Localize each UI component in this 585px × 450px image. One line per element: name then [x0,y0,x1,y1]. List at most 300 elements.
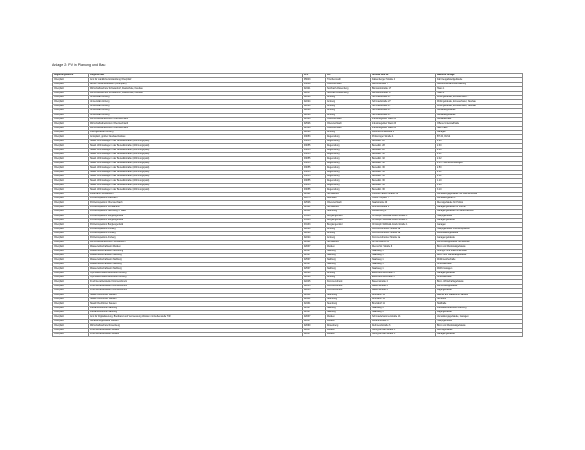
table-cell: Staatl. Wohnanlage in der Benedikstraße (Wohnungspakt) [89,188,303,192]
table-cell: 92421 [303,205,326,209]
table-cell: Büro und Werkstattgebäude [436,245,523,249]
table-cell: Wohngebäude, Erneuerbarer... [436,95,523,99]
table-cell: Verwaltungsbau 3 [436,196,523,200]
table-cell: Büro und Werkstattgebäude [436,324,523,328]
table-cell: Auerbach [326,196,371,200]
table-cell: Wirtschaftsdirektorium Oberviechtach [89,117,303,121]
table-cell: Sulzbach-Rosenberg [326,87,371,91]
table-cell: Amberg [326,227,371,231]
table-cell: Nabburg [326,306,371,310]
table-cell: Regensburg [326,170,371,174]
table-cell: 92637 [303,245,326,249]
table-cell: Obere Torplatz 7 [371,196,436,200]
table-cell: Haus 1 [436,87,523,91]
table-cell: Wirtschaftsgebäude Schwandorf [436,240,523,244]
table-cell: Ledererstraße 4 [371,319,436,323]
table-cell: Benedikt. 36 [371,174,436,178]
table-cell: 92507 [303,306,326,310]
table-cell: Wirtschaftsgebäude [436,284,523,288]
table-cell: Oberpfalz [53,144,89,148]
table-cell: Oberpfalz [53,214,89,218]
table-cell: Neunburg [326,210,371,214]
table-cell: Oberpfalz [53,170,89,174]
table-cell: Oberpfalz [53,87,89,91]
table-cell: Amt für Digitalisierung, Breitband und Vermessung Weiden mit Außenstelle TIR [89,315,303,319]
table-cell: Oberpfalz [53,91,89,95]
table-cell: Regensburg [326,188,371,192]
table-cell: Staatl. Wohnanlage in der Benedikstraße (Wohnungspakt) [89,161,303,165]
table-cell: 92421 [303,240,326,244]
table-cell: 92245 [303,284,326,288]
table-cell: Industriegebiet West 23 [371,117,436,121]
table-cell: Regensburg [326,161,371,165]
table-cell: 93055 [303,148,326,152]
table-cell: 93133 [303,214,326,218]
table-cell: Amtsplatz, großer Neubau/Ausbau [89,135,303,139]
table-cell: Staatl. Wohnanlage in der Benedikstraße (Wohnungspakt) [89,157,303,161]
table-cell: Friedrich-Ebert-Straße 59 [371,192,436,196]
table-cell: Amberg [326,100,371,104]
table-cell: Oberpfalz [53,148,89,152]
table-cell: Christoph-Willibald-Gluck-Straße 1 [371,218,436,222]
table-cell: Weiden [326,319,371,323]
table-cell: 92421 [303,87,326,91]
table-cell: Garagengebäude [436,271,523,275]
table-cell: Amberg [326,104,371,108]
table-cell: Gymnasiumsdienstbetriebe Amberg [89,271,303,275]
table-cell: Benedikt. 36 [371,188,436,192]
table-cell: 2.40 [436,148,523,152]
table-cell: Amt für Ländliche Entwicklung Oberpfalz [89,78,303,82]
table-cell: 2.20 [436,139,523,143]
table-cell: Regensburg [326,135,371,139]
table-cell: 92431 [303,293,326,297]
table-cell: Fruchtverarbeitstelle Kümmersbruck [89,289,303,293]
table-cell: Wasserwirtschaftsamt Neunburg [89,249,303,253]
table-cell: Benedikt. 28 [371,144,436,148]
table-cell: Naabweg 6 [371,306,436,310]
table-cell: Kümmersbrucker Straße 1a [371,232,436,236]
table-cell: An der Ellerts 45 [371,240,436,244]
table-cell: Bauernstraße 4 [371,284,436,288]
table-cell: 93055 [303,161,326,165]
table-cell: Schwandorf [326,205,371,209]
table-cell: Oberpfalz [53,117,89,121]
column-header: Liegenschaft [89,74,303,78]
table-cell: Naabweg 1 [371,267,436,271]
table-cell: Kümmersbrucker Straße 1a [371,236,436,240]
table-cell: 92507 [303,262,326,266]
table-cell: 2.43 - Gemeinschaftsgeb. [436,161,523,165]
table-cell: Benedikt. 36 [371,170,436,174]
table-cell: Gymnasiumsdienstbetriebe Amberg [89,275,303,279]
table-cell: Regensburg [326,166,371,170]
table-cell: Benedikt. 28 [371,139,436,143]
table-cell: Fluwahrsbetriebe Nabburg [89,311,303,315]
table-cell: Polizeiinspektion Burglengenfeld [89,218,303,222]
table-cell: Wasserwirtschaftsamt Nabburg [89,262,303,266]
table-cell: Justizgebäude Amberg [89,131,303,135]
table-cell: Bezirk. Gesundheitsamt (Oberpfalz) [89,82,303,86]
table-cell: 2.30 [436,144,523,148]
table-cell: Wirtschaftsschule Schwandorf, Realschule, Neubau [89,91,303,95]
table-cell: Universität Amberg [89,100,303,104]
table-cell: Wohngebäude, Erneuerbarer, Neubau [436,100,523,104]
table-cell: Burglengenfeld [326,214,371,218]
table-cell: Wasserwirtschaftsamt Nabburg [89,267,303,271]
table-cell: Verwaltungsgebäude mit Garnisonsbau [436,192,523,196]
table-cell: 93055 [303,170,326,174]
table-cell: Bauernstraße 4 [371,280,436,284]
table-cell: Benedikt. 32 [371,161,436,165]
table-cell: Fruchtverarbeitstelle Weiden [89,328,303,332]
table-cell: Staatl Oberförster Sausen [89,302,303,306]
table-cell: 92507 [303,249,326,253]
table-cell: Oberpfalz [53,306,89,310]
table-cell: Prüfeninger Straße 4 [371,135,436,139]
table-cell: Kümmersbruck [326,289,371,293]
table-cell: 92224 [303,232,326,236]
table-cell: Nabburg [326,311,371,315]
pv-table [52,73,523,337]
table-cell: Oberpfalz [53,223,89,227]
table-cell: Oberpfalz [53,139,89,143]
table-cell: Falkenberger Straße 4 [371,78,436,82]
table-cell: Amberg [326,109,371,113]
table-cell: 92237 [303,91,326,95]
column-header: PLZ [303,74,326,78]
table-cell: 92224 [303,131,326,135]
table-cell: Oberpfalz [53,183,89,187]
table-cell: Kümmersbruck [326,284,371,288]
table-cell: Oberviechtach [326,201,371,205]
table-cell: Oberpfalz [53,232,89,236]
table-cell: Unterstellhalle [436,275,523,279]
table-cell: Polizeiinspektion Burglengenfeld [89,214,303,218]
table-cell: Amberg [326,236,371,240]
table-cell: Oberpfalz [53,100,89,104]
table-cell: 92224 [303,100,326,104]
table-cell: Staatl. Wohnanlage in der Benedikstraße (Wohnungspakt) [89,183,303,187]
table-cell: Naabweg 1 [371,262,436,266]
table-cell: Universität Amberg [89,104,303,108]
table-cell: Universität Amberg [89,113,303,117]
table-cell: Oberpfalz [53,122,89,126]
table-cell: 92224 [303,104,326,108]
table-cell: Benedikt. 28 [371,148,436,152]
table-cell: Oberpfalz [53,315,89,319]
table-cell: Oberpfalz [53,236,89,240]
table-cell: 93055 [303,174,326,178]
table-cell: Oberpfalz [53,113,89,117]
table-cell: Oberpfalz [53,324,89,328]
table-cell: 93053 [303,135,326,139]
table-cell: 92224 [303,95,326,99]
table-cell: Oberpfalz [53,205,89,209]
table-cell: Oberpfalz [53,249,89,253]
table-cell: Übungs- und Maschinenhalle [436,249,523,253]
table-cell: Bauernstraße 4 [371,289,436,293]
table-cell: 92637 [303,333,326,337]
table-cell: Garagengebäude [436,218,523,222]
table-cell: Oberpfalz [53,82,89,86]
table-cell: Oberpfalz [53,179,89,183]
table-cell: Weiden [326,328,371,332]
table-cell: Gesundheitsamtsverwaltung [436,82,523,86]
table-cell: 92526 [303,126,326,130]
table-cell: Bruckdorf 11 [371,297,436,301]
table-cell: Regensburg [326,183,371,187]
table-cell: Offene Unterstellhalle [436,122,523,126]
table-cell: Oberpfalz [53,174,89,178]
table-cell: Garagen [436,223,523,227]
table-cell: Stallhalle [436,302,523,306]
table-cell: Universität Amberg [89,95,303,99]
table-cell: Amberg [326,95,371,99]
table-cell: Oberpfalz [53,192,89,196]
table-cell: Naabweg 1 [371,258,436,262]
table-cell: Oberpfalz [53,188,89,192]
table-cell: Oberpfalz [53,126,89,130]
table-cell: 92431 [303,302,326,306]
table-cell: Nabburg [326,267,371,271]
table-cell: Benedikt. 36 [371,179,436,183]
table-cell: Gebäudegebäude [436,113,523,117]
table-cell: Bischofstraße 7 [371,82,436,86]
table-cell: Oberpfalz [53,267,89,271]
table-cell: Wasserwirtschaftsamt Weiden [89,245,303,249]
table-cell: Oberpfalz [53,284,89,288]
table-cell: Staatl Oberförster Sausen [89,297,303,301]
table-cell: Oberpfalz [53,109,89,113]
table-cell: Staatl. Wohnanlage in der Benedikstraße (Wohnungspakt) [89,148,303,152]
table-cell: 92526 [303,117,326,121]
table-cell: Oberpfalz [53,157,89,161]
table-cell: 92224 [303,275,326,279]
table-cell: 92224 [303,227,326,231]
table-cell: 92637 [303,328,326,332]
table-cell: Staatl. Wohnanlage in der Benedikstraße (Wohnungspakt) [89,144,303,148]
table-cell: Staatl. Wohnanlage in der Benedikstraße (Wohnungspakt) [89,170,303,174]
table-cell: 92431 [303,297,326,301]
table-cell: 92224 [303,271,326,275]
table-cell: 93055 [303,179,326,183]
table-cell: Oberviechtach [326,126,371,130]
table-cell: Polizeiinspektion Amberg [89,236,303,240]
table-cell: Weiden [326,245,371,249]
table-cell: 2.51 [436,170,523,174]
table-cell: Wirtschaftsschule Schwandorf, Realschule, Neubau [89,87,303,91]
table-cell: Garagengebäude mit Nebenräumen [436,210,523,214]
table-cell: 93055 [303,144,326,148]
table-cell: Regensburg [326,179,371,183]
table-cell: Rosenberg [326,324,371,328]
table-cell: Oberpfalz [53,319,89,323]
table-cell: Benedikt. 32 [371,157,436,161]
table-cell: Naabweg 1 [371,249,436,253]
table-cell: 95643 [303,78,326,82]
table-cell: Bismarckstraße 17 [371,91,436,95]
table-cell: Dienst-Str. Straße 6 [371,245,436,249]
table-cell: Bismarckstraße 17 [371,87,436,91]
table-cell: Oberviechtach [326,117,371,121]
table-cell: 92507 [303,258,326,262]
table-cell: Oberpfalz [53,218,89,222]
table-cell: Polizeiinspektion Amberg [89,232,303,236]
table-cell: 93055 [303,153,326,157]
table-cell: 92245 [303,280,326,284]
table-cell: Burglengenfeld [326,218,371,222]
table-cell: Scheune [436,297,523,301]
table-cell: Christoph-Willibald-Gluck-Straße 1 [371,223,436,227]
table-cell: Nabburg [326,258,371,262]
table-cell: Dienstgebäude für Polizei [436,201,523,205]
table-cell: Oberpfalz [53,333,89,337]
table-cell: Tirschenreuth [326,78,371,82]
table-cell: Salz-Halle [436,126,523,130]
table-cell: Kümmersbruck [326,280,371,284]
table-cell: Amberg [326,131,371,135]
table-cell: Oberviechtach [326,122,371,126]
table-cell: Polizeiinspektion Schwandorf [89,205,303,209]
table-cell: 92637 [303,319,326,323]
table-cell: Schmiedstraße 27 [371,95,436,99]
table-cell: Regensburg [326,153,371,157]
table-cell: Garagengebäude für Polizei [436,205,523,209]
table-cell: Fluwahrsbetriebe Nabburg [89,306,303,310]
table-cell: Dienstgebäude [436,328,523,332]
table-cell: Georg-Brösel-Straße 1 [371,333,436,337]
table-cell: Bruckdorf 11 [371,293,436,297]
table-cell: Universität Amberg [89,109,303,113]
table-cell: Oberpfalz [53,161,89,165]
table-cell: Fruchtverarbeitstelle Kümmersbruck [89,280,303,284]
table-cell: Wasserwirtschaftsamt Nabburg [89,258,303,262]
table-cell: 93133 [303,223,326,227]
table-cell: 93049 [303,82,326,86]
table-cell: Staatl. Wohnanlage in der Benedikstraße (Wohnungspakt) [89,153,303,157]
table-cell: Amberg [326,271,371,275]
page-title: Anlage 2: PV in Planung und Bau [52,63,106,67]
column-header: Strasse und Nr. [371,74,436,78]
table-cell: Naabweg 1 [371,254,436,258]
table-cell: 92507 [303,311,326,315]
table-cell: Christoph-Willibald-Gluck-Straße 1 [371,214,436,218]
table-cell: Oberpfalz [53,166,89,170]
table-cell: 2.42 [436,157,523,161]
table-cell: 2.52 [436,174,523,178]
table-cell: Oberpfalz [53,201,89,205]
table-cell: Polizeiinspektion Oberviechtach [89,201,303,205]
table-cell: Weiden [326,315,371,319]
column-header: Ort [326,74,371,78]
table-cell: 93055 [303,166,326,170]
table-cell: 3.10 [436,188,523,192]
column-header: bauliche Anlage [436,74,523,78]
table-cell: Regensburg [326,139,371,143]
table-cell: Schmiedstraße 27 [371,109,436,113]
table-cell: Oberpfalz [53,258,89,262]
table-cell: Wohlmestherhalle [436,258,523,262]
table-cell: Oberviechtach [326,82,371,86]
table-cell: 1.10 [436,179,523,183]
table-cell: Rehmendstraße 6 [371,324,436,328]
table-cell: 93133 [303,218,326,222]
table-cell: Oberpfalz [53,196,89,200]
table-cell: Flusswahrsbetriebe Nabburg [436,306,523,310]
table-cell: Amberg [326,232,371,236]
table-cell: Werkstättengebäude [436,232,523,236]
table-cell: Industriegebiet West 23 [371,122,436,126]
table-cell: Staatl. Wohnanlage in der Benedikstraße (Wohnungspakt) [89,139,303,143]
table-cell: Lagergebäude [436,311,523,315]
table-cell: Staatl. Wohnanlage in der Benedikstraße (Wohnungspakt) [89,166,303,170]
table-cell: Nabburg [326,249,371,253]
table-cell: Bauhof am Staatsforst Sausen [436,293,523,297]
table-cell: Bruckdorf 11 [371,302,436,306]
table-cell: Kümmersbrucker Straße 1a [371,227,436,231]
table-cell: 92224 [303,109,326,113]
table-row [53,333,523,337]
table-cell: Polizeiinspektion Auerbach [89,196,303,200]
table-cell: Naabstraße 40 [371,201,436,205]
table-cell: Polizeiinspektion Amberg [89,227,303,231]
table-cell: Sulzbach-Rosenberg [326,91,371,95]
table-cell: Oberpfalz [53,227,89,231]
table-cell: Polizeiinspektion Neunburg v. Wald [89,210,303,214]
table-cell: Wiedenberg 4 [371,210,436,214]
table-cell: 93055 [303,157,326,161]
table-cell: Oberpfalz [53,262,89,266]
table-cell: Regensburg [326,157,371,161]
table-cell: 93055 [303,183,326,187]
table-cell: Garagen [436,131,523,135]
table-cell: Oberpfalz [53,297,89,301]
table-cell: 2.41 [436,153,523,157]
table-cell: 92526 [303,122,326,126]
table-cell: Wohngebäude, Erneuerbarer, Neubau [436,104,523,108]
table-cell: Oberpfalz [53,254,89,258]
table-cell: Gerätkundigebäude Weiden [89,319,303,323]
table-cell: 92224 [303,113,326,117]
table-cell: Hauptgebäude [436,214,523,218]
table-cell: Oberpfalz [53,135,89,139]
table-cell: Wirtschaftsschule Rosenberg [89,324,303,328]
table-cell: 1.20 [436,183,523,187]
table-cell: Polizeiinspektion Burglengenfeld [89,223,303,227]
table-cell: Regensburg [326,144,371,148]
table-cell: Oberpfalz [53,311,89,315]
table-cell: Oberpfalz [53,210,89,214]
table-cell: 92431 [303,210,326,214]
table-cell: 93055 [303,188,326,192]
table-cell: Eisenhammerstraße 1 [371,275,436,279]
table-cell: Staatl Oberförster Sausen [89,293,303,297]
table-cell: Benedikt. 36 [371,183,436,187]
table-cell: Schmiedstraße 27 [371,104,436,108]
table-cell: 91275 [303,196,326,200]
table-cell: Oberpfalz [53,275,89,279]
table-cell: Oberpfalz [53,328,89,332]
table-cell: Weinberndhästraße 2 [371,131,436,135]
table-cell: Wirtschaftsdirektorium Oberviechtach [89,126,303,130]
table-cell: Oberpfalz [53,293,89,297]
table-cell: Oberpfalz [53,104,89,108]
table-cell: Haus 2 [436,91,523,95]
table-cell: 92421 [303,192,326,196]
table-cell: Verwaltungsgebäude, Garagen [436,315,523,319]
table-cell: Wasserwirtschaftsamt Nabburg [89,254,303,258]
